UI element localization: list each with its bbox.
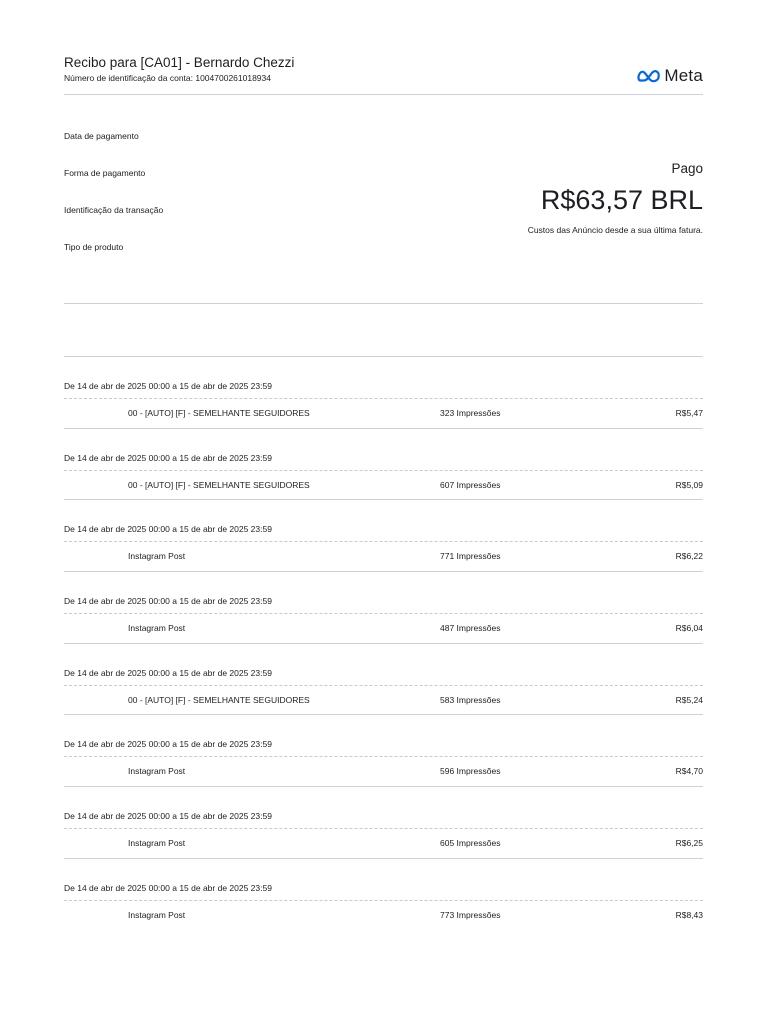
item-impressions: 607 Impressões — [440, 479, 501, 490]
dashed-divider — [64, 398, 703, 399]
dashed-divider — [64, 828, 703, 829]
item-price: R$5,47 — [675, 408, 703, 418]
item-price: R$4,70 — [675, 766, 703, 777]
receipt-page — [64, 0, 703, 931]
payment-method-label: Forma de pagamento — [64, 168, 146, 178]
payment-status: Pago — [671, 161, 703, 176]
receipt-header — [64, 0, 703, 95]
item-impressions: 596 Impressões — [440, 766, 501, 777]
item-price: R$5,24 — [675, 694, 703, 705]
amount-note: Custos das Anúncio desde a sua última fatura. — [527, 225, 703, 235]
product-type-label: Tipo de produto — [64, 242, 124, 252]
item-impressions: 583 Impressões — [440, 694, 501, 705]
item-name: Instagram Post — [128, 623, 186, 634]
section-divider — [64, 304, 703, 357]
meta-infinity-icon — [637, 69, 661, 83]
transaction-id-label: Identificação da transação — [64, 205, 164, 215]
item-name: 00 - [AUTO] [F] - SEMELHANTE SEGUIDORES — [128, 479, 310, 490]
item-period: De 14 de abr de 2025 00:00 a 15 de abr de 2025 23:59 — [64, 452, 272, 463]
meta-logo-text: Meta — [664, 66, 703, 85]
item-period: De 14 de abr de 2025 00:00 a 15 de abr de 2025 23:59 — [64, 882, 272, 893]
item-price: R$6,22 — [675, 551, 703, 562]
dashed-divider — [64, 900, 703, 901]
dashed-divider — [64, 470, 703, 471]
item-name: 00 - [AUTO] [F] - SEMELHANTE SEGUIDORES — [128, 408, 310, 418]
item-impressions: 771 Impressões — [440, 551, 501, 562]
meta-logo — [637, 66, 703, 86]
item-period: De 14 de abr de 2025 00:00 a 15 de abr de 2025 23:59 — [64, 811, 272, 822]
receipt-title: Recibo para [CA01] - Bernardo Chezzi — [64, 55, 295, 70]
line-item — [64, 787, 703, 859]
line-item — [64, 644, 703, 716]
item-impressions: 773 Impressões — [440, 909, 501, 920]
item-period: De 14 de abr de 2025 00:00 a 15 de abr de 2025 23:59 — [64, 739, 272, 750]
dashed-divider — [64, 685, 703, 686]
item-impressions: 323 Impressões — [440, 408, 501, 418]
line-item — [64, 357, 703, 429]
dashed-divider — [64, 613, 703, 614]
total-amount: R$63,57 BRL — [540, 185, 703, 215]
item-price: R$8,43 — [675, 909, 703, 920]
item-impressions: 487 Impressões — [440, 623, 501, 634]
line-item — [64, 859, 703, 931]
item-period: De 14 de abr de 2025 00:00 a 15 de abr de 2025 23:59 — [64, 381, 272, 391]
item-period: De 14 de abr de 2025 00:00 a 15 de abr de 2025 23:59 — [64, 524, 272, 535]
payment-date-label: Data de pagamento — [64, 131, 139, 141]
item-name: Instagram Post — [128, 838, 186, 849]
line-item — [64, 715, 703, 787]
item-period: De 14 de abr de 2025 00:00 a 15 de abr de 2025 23:59 — [64, 667, 272, 678]
item-name: 00 - [AUTO] [F] - SEMELHANTE SEGUIDORES — [128, 694, 310, 705]
line-item — [64, 572, 703, 644]
item-period: De 14 de abr de 2025 00:00 a 15 de abr de 2025 23:59 — [64, 596, 272, 607]
account-id: Número de identificação da conta: 1004700261018934 — [64, 73, 271, 83]
item-price: R$6,04 — [675, 623, 703, 634]
item-name: Instagram Post — [128, 909, 186, 920]
dashed-divider — [64, 756, 703, 757]
item-price: R$5,09 — [675, 479, 703, 490]
line-items — [64, 357, 703, 931]
payment-info — [64, 95, 703, 304]
dashed-divider — [64, 541, 703, 542]
item-name: Instagram Post — [128, 766, 186, 777]
line-item — [64, 500, 703, 572]
item-price: R$6,25 — [675, 838, 703, 849]
item-impressions: 605 Impressões — [440, 838, 501, 849]
item-name: Instagram Post — [128, 551, 186, 562]
line-item — [64, 429, 703, 501]
